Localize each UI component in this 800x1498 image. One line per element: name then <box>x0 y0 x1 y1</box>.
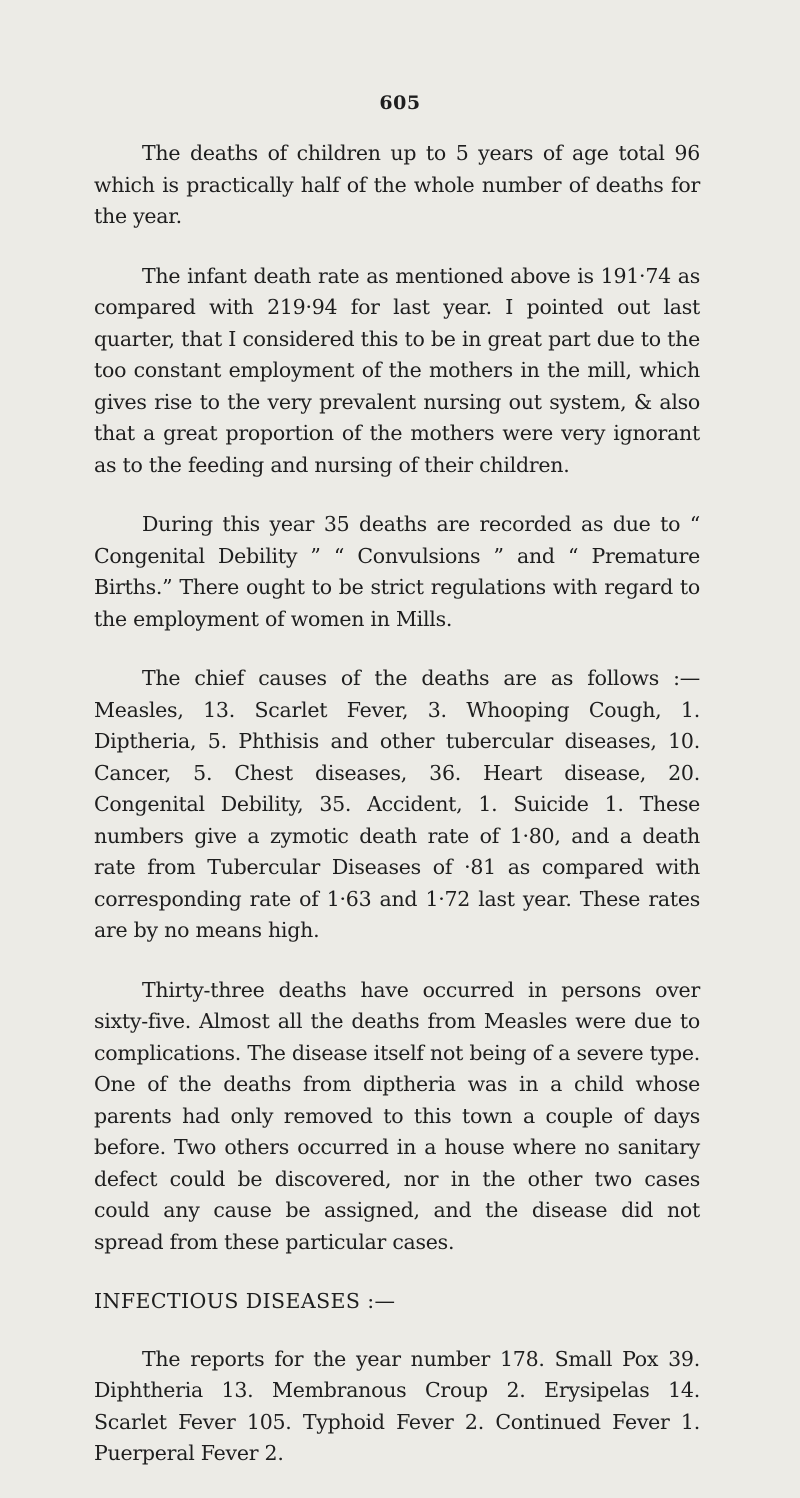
paragraph-elderly-deaths: Thirty-three deaths have occurred in persons over sixty-five. Almost all the deaths from Measles were due to complications. The disease itself not being of a severe type. One of the deaths from diptheria was in a child whose parents had only removed to this town a couple of days before. Two others occurred in a house where no sanitary defect could be discovered, nor in the other two cases could any cause be assigned, and the disease did not spread from these particular cases. <box>94 977 700 1254</box>
paragraph-infant-death-rate: The infant death rate as mentioned above is 191·74 as compared with 219·94 for last year. I pointed out last quarter, that I considered this to be in great part due to the too constant employment of the mothers in the mill, which gives rise to the very prevalent nursing out system, & also that a great proportion of the mothers were very ignorant as to the feeding and nursing of their children. <box>94 263 700 477</box>
section-heading-infectious-diseases: INFECTIOUS DISEASES :— <box>94 1289 396 1313</box>
paragraph-children-deaths: The deaths of children up to 5 years of age total 96 which is practically half of the whole number of deaths for the year. <box>94 141 700 228</box>
document-body <box>94 138 700 1498</box>
page-number: 605 <box>379 92 421 114</box>
paragraph-infectious-reports: The reports for the year number 178. Small Pox 39. Diphtheria 13. Membranous Croup 2. Erysipelas 14. Scarlet Fever 105. Typhoid Fever 2. Continued Fever 1. Puerperal Fever 2. <box>94 1346 700 1465</box>
paragraph-congenital-debility: During this year 35 deaths are recorded as due to “ Congenital Debility ” “ Convulsions ” and “ Premature Births.” There ought to be strict regulations with regard to the employment of women in Mills. <box>94 512 700 631</box>
paragraph-causes-of-death: The chief causes of the deaths are as follows :—Measles, 13. Scarlet Fever, 3. Whooping Cough, 1. Diptheria, 5. Phthisis and other tubercular diseases, 10. Cancer, 5. Chest diseases, 36. Heart disease, 20. Congenital Debility, 35. Accident, 1. Suicide 1. These numbers give a zymotic death rate of 1·80, and a death rate from Tubercular Diseases of ·81 as compared with corresponding rate of 1·63 and 1·72 last year. These rates are by no means high. <box>94 666 700 942</box>
